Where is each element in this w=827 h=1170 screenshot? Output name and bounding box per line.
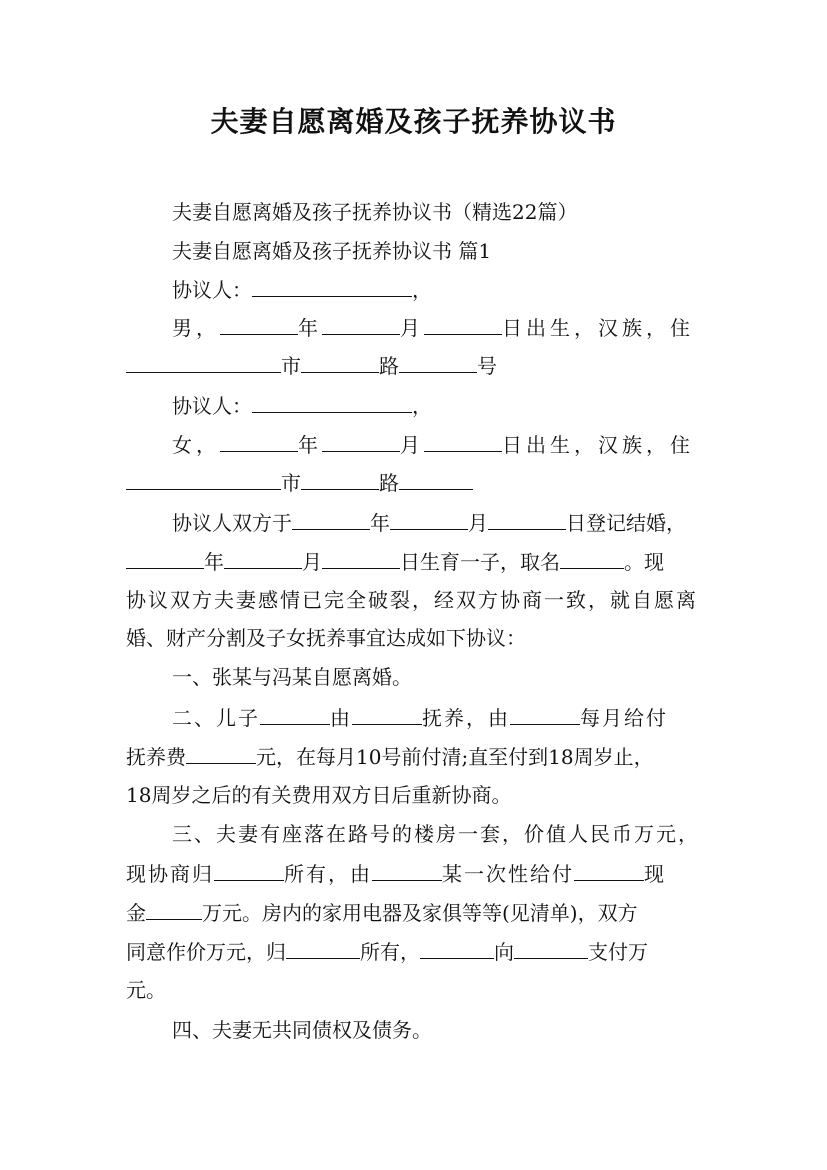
male-info-line (172, 312, 694, 343)
birth-year-blank (126, 546, 204, 569)
clause-2-fee-blank (186, 741, 256, 764)
clause-3-to-blank (514, 936, 588, 959)
clause-3-line-2 (126, 858, 666, 889)
clause-3-jin: 金 (126, 901, 146, 925)
clause-3-cash-blank (146, 897, 202, 920)
party-comma-2: ， (412, 394, 432, 418)
male-month-blank (322, 312, 400, 335)
birth-year-label: 年 (204, 550, 224, 574)
male-road-blank (399, 350, 477, 373)
male-address-blank (126, 350, 281, 373)
male-year-blank (220, 312, 298, 335)
clause-1: 一、张某与冯某自愿离婚。 (172, 665, 412, 689)
party-comma: ， (412, 278, 432, 302)
party-line-2 (172, 390, 432, 421)
male-city-label: 市 (281, 354, 301, 378)
female-city-blank (301, 467, 379, 490)
female-day-blank (424, 429, 502, 452)
male-month-label: 月 (400, 316, 424, 340)
marriage-day-blank (488, 507, 566, 530)
clause-3-line-3 (126, 897, 638, 928)
male-city-blank (301, 350, 379, 373)
male-year-label: 年 (298, 316, 322, 340)
party-label: 协议人： (172, 278, 252, 302)
party-line-1 (172, 274, 432, 305)
birth-text: 日生育一子，取名 (400, 550, 560, 574)
clause-3-cash: 现 (644, 862, 666, 886)
clause-2-fee: 抚养费 (126, 745, 186, 769)
clause-3-valued: 同意作价万元，归 (126, 940, 286, 964)
clause-2-line-2 (126, 741, 654, 772)
clause-2-guardian-blank (352, 702, 422, 725)
male-born-text: 日出生，汉族，住 (502, 316, 694, 340)
female-year-label: 年 (298, 433, 322, 457)
marriage-year-blank (292, 507, 370, 530)
clause-2-raise: 抚养，由 (422, 706, 510, 730)
male-day-blank (424, 312, 502, 335)
clause-3-from-blank (420, 936, 494, 959)
clause-3-line-1: 三、夫妻有座落在路号的楼房一套，价值人民币万元， (172, 822, 700, 846)
clause-3-belongs: 现协商归 (126, 862, 214, 886)
male-gender: 男， (172, 316, 220, 340)
clause-3-owned-by: 所有，由 (284, 862, 372, 886)
clause-2-son: 二、儿子 (172, 706, 260, 730)
clause-3-appliances: 万元。房内的家用电器及家俱等等(见清单)，双方 (202, 901, 638, 925)
male-address-line (126, 350, 497, 381)
female-born-text: 日出生，汉族，住 (502, 433, 694, 457)
clause-2-payment-terms: 元，在每月10号前付清;直至付到18周岁止， (256, 745, 654, 769)
clause-3-lump-sum: 某一次性给付 (442, 862, 574, 886)
clause-3-payer-blank (372, 858, 442, 881)
marriage-year-label: 年 (370, 511, 390, 535)
marriage-line-4: 婚、财产分割及子女抚养事宜达成如下协议： (126, 626, 526, 650)
clause-3-line-4 (126, 936, 648, 967)
female-gender: 女， (172, 433, 220, 457)
female-city-label: 市 (281, 471, 301, 495)
clause-3-amount-blank (574, 858, 644, 881)
clause-4: 四、夫妻无共同债权及债务。 (172, 1018, 432, 1042)
party-name-blank-2 (252, 390, 412, 413)
marriage-month-label: 月 (468, 511, 488, 535)
child-name-blank (560, 546, 624, 569)
marriage-prefix: 协议人双方于 (172, 511, 292, 535)
clause-2-monthly: 每月给付 (580, 706, 668, 730)
marriage-month-blank (390, 507, 468, 530)
document-title: 夫妻自愿离婚及孩子抚养协议书 (210, 105, 617, 138)
party-name-blank (252, 274, 412, 297)
clause-2-line-1 (172, 702, 668, 733)
clause-2-line-3: 18周岁之后的有关费用双方日后重新协商。 (126, 783, 512, 807)
clause-3-owned: 所有， (360, 940, 420, 964)
female-address-blank (126, 467, 281, 490)
male-road-label: 路 (379, 354, 399, 378)
marriage-end-text: 。现 (624, 550, 664, 574)
female-month-blank (322, 429, 400, 452)
female-info-line (172, 429, 694, 460)
female-road-label: 路 (379, 471, 399, 495)
male-number-label: 号 (477, 354, 497, 378)
female-year-blank (220, 429, 298, 452)
clause-3-owner2-blank (286, 936, 360, 959)
birth-month-blank (224, 546, 302, 569)
female-road-blank (399, 467, 473, 490)
clause-2-son-blank (260, 702, 330, 725)
birth-day-blank (322, 546, 400, 569)
female-month-label: 月 (400, 433, 424, 457)
section-heading: 夫妻自愿离婚及孩子抚养协议书 篇1 (172, 239, 492, 263)
clause-2-payer-blank (510, 702, 580, 725)
clause-3-owner-blank (214, 858, 284, 881)
female-address-line (126, 467, 473, 498)
marriage-line-2 (126, 546, 664, 577)
clause-3-pay: 支付万 (588, 940, 648, 964)
marriage-line-1 (172, 507, 686, 538)
birth-month-label: 月 (302, 550, 322, 574)
clause-3-to: 向 (494, 940, 514, 964)
marriage-line-3: 协议双方夫妻感情已完全破裂，经双方协商一致，就自愿离 (126, 588, 698, 612)
marriage-registered-text: 日登记结婚， (566, 511, 686, 535)
party-label-2: 协议人： (172, 394, 252, 418)
clause-2-by: 由 (330, 706, 352, 730)
clause-3-line-5: 元。 (126, 978, 166, 1002)
document-subtitle: 夫妻自愿离婚及孩子抚养协议书（精选22篇） (172, 200, 578, 224)
